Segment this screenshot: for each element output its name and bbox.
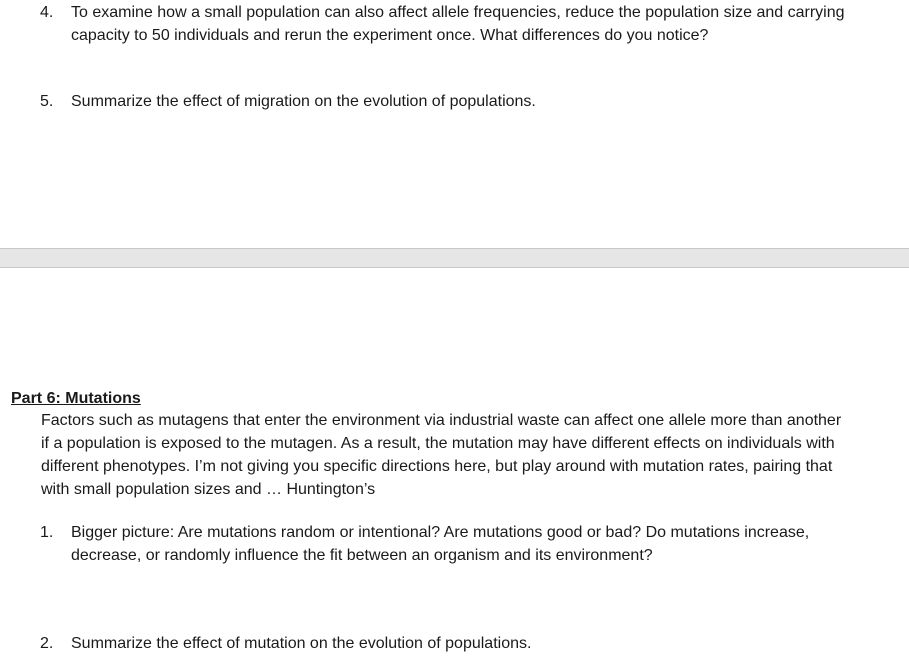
page-break [0,248,909,268]
question-text: Summarize the effect of mutation on the evolution of populations. [71,635,532,652]
section-intro-paragraph: Factors such as mutagens that enter the environment via industrial waste can affect one allele more than another if a population is exposed to the mutagen. As a result, the mutation may have different effects on individuals with different phenotypes. I’m not giving you specific directions here, but play around with mutation rates, pairing that with small population sizes and … Huntington’s [41,412,842,498]
question-4 [40,1,860,47]
question-text: Bigger picture: Are mutations random or intentional? Are mutations good or bad? Do mutations increase, decrease, or randomly influence the fit between an organism and its environment? [71,524,810,564]
question-number: 4. [40,4,54,21]
section-heading: Part 6: Mutations [11,390,141,407]
document-page-top [0,0,909,248]
question-number: 2. [40,635,54,652]
question-number: 1. [40,524,54,541]
mutation-question-2 [40,632,860,655]
question-5 [40,90,860,113]
mutation-question-1 [40,521,860,567]
question-text: Summarize the effect of migration on the evolution of populations. [71,93,536,110]
question-text: To examine how a small population can also affect allele frequencies, reduce the population size and carrying capacity to 50 individuals and rerun the experiment once. What differences do you notice? [71,4,845,44]
question-number: 5. [40,93,54,110]
